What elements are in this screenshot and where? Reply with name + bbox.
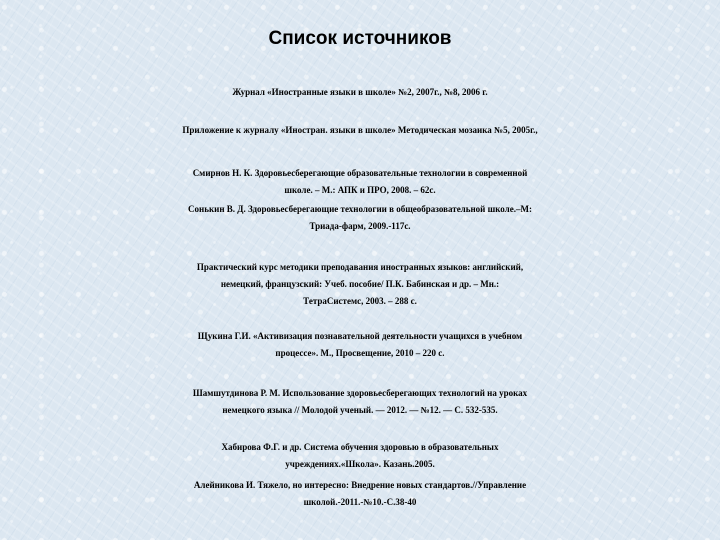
source-item-6 [0,328,720,362]
source-line: Шамшутдинова Р. М. Использование здоровьесберегающих технологий на уроках [192,388,528,398]
source-line: школе. – М.: АПК и ПРО, 2008. – 62с. [284,185,436,195]
source-line: школой.-2011.-№10.-С.38-40 [303,497,417,507]
source-item-7 [0,385,720,419]
source-line: процессе». М., Просвещение, 2010 – 220 с. [275,348,445,358]
source-item-3 [0,165,720,199]
source-line: ТетраСистемс, 2003. – 288 с. [303,296,417,306]
source-item-2 [0,122,720,139]
page-title: Список источников [268,28,452,49]
source-line: Триада-фарм, 2009.-117с. [309,221,411,231]
source-item-5 [0,259,720,310]
source-item-8 [0,439,720,473]
source-item-9 [0,477,720,511]
source-line: Практический курс методики преподавания иностранных языков: английский, [196,262,524,272]
source-line: Журнал «Иностранные языки в школе» №2, 2007г., №8, 2006 г. [232,87,488,97]
source-line: Приложение к журналу «Иностран. языки в школе» Методическая мозаика №5, 2005г., [182,125,538,135]
source-line: учреждениях.«Школа». Казань.2005. [285,459,435,469]
source-line: Щукина Г.И. «Активизация познавательной деятельности учащихся в учебном [197,331,523,341]
source-line: Сонькин В. Д. Здоровьесберегающие технологии в общеобразовательной школе.–М: [188,204,532,214]
source-item-4 [0,201,720,235]
source-item-1 [0,84,720,101]
source-line: Смирнов Н. К. Здоровьесберегающие образовательные технологии в современной [192,168,528,178]
source-line: Хабирова Ф.Г. и др. Система обучения здоровью в образовательных [221,442,499,452]
source-line: немецкий, французский: Учеб. пособие/ П.К. Бабинская и др. – Мн.: [220,279,500,289]
source-line: Алейникова И. Тяжело, но интересно: Внедрение новых стандартов.//Управление [193,480,527,490]
source-line: немецкого языка // Молодой ученый. — 2012. — №12. — С. 532-535. [222,405,498,415]
